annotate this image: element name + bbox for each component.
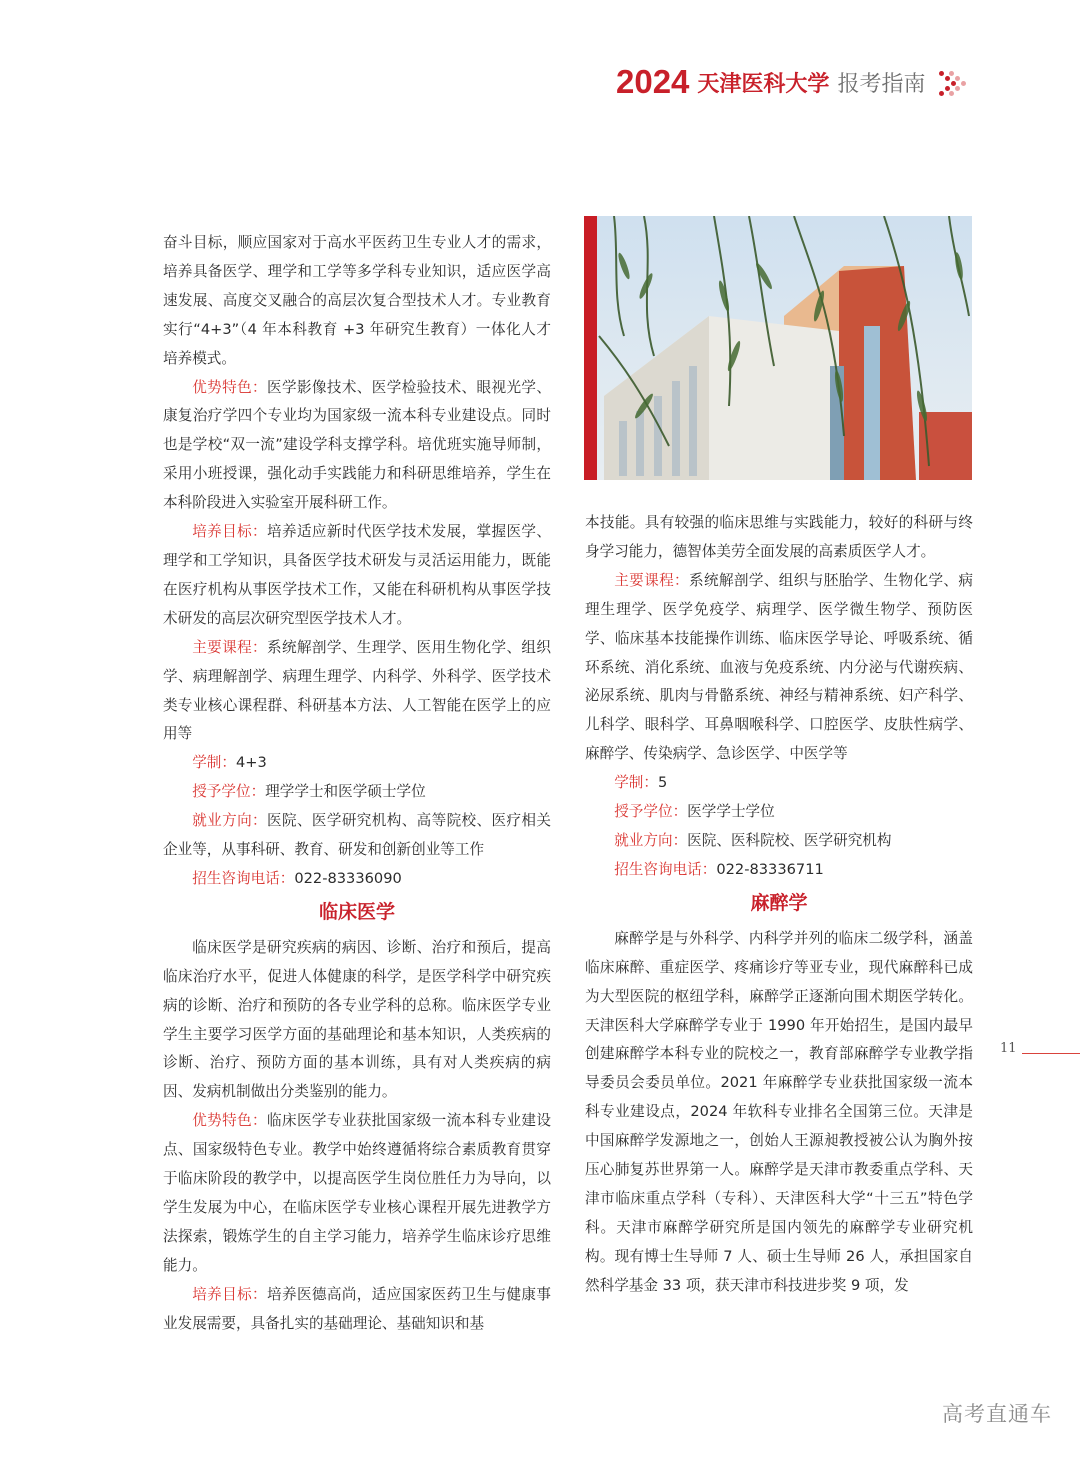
goals-label: 培养目标： [192,523,268,541]
goals-paragraph [163,518,551,634]
right-column [585,509,973,1301]
duration-text: 4+3 [235,754,267,772]
campus-photo [584,216,972,480]
footer-divider [1022,1053,1080,1054]
anesthesiology-intro: 麻醉学是与外科学、内科学并列的临床二级学科，涵盖临床麻醉、重症医学、疼痛诊疗等亚专业，现代麻醉科已成为大型医院的枢纽学科，麻醉学正逐渐向围术期医学转化。天津医科大学麻醉学专业于 1990 年开始招生，是国内最早创建麻醉学本科专业的院校之一，教育部麻醉学专业教学指导委员会委员单位。2021 年麻醉学专业获批国家级一流本科专业建设点，2024 年软科专业排名全国第三位。天津是中国麻醉学发源地之一，创始人王源昶教授被公认为胸外按压心肺复苏世界第一人。麻醉学是天津市教委重点学科、天津市临床重点学科（专科）、天津医科大学“十三五”特色学科。天津市麻醉学研究所是国内领先的麻醉学专业研究机构。现有博士生导师 7 人、硕士生导师 26 人，承担国家自然科学基金 33 项，获天津市科技进步奖 9 项，发 [585,929,973,1294]
duration-label: 学制： [192,754,236,772]
advantages-paragraph [163,374,551,519]
clinical-goals-continuation: 本技能。具有较强的临床思维与实践能力，较好的科研与终身学习能力，德智体美劳全面发展的高素质医学人才。 [585,514,973,560]
clinical-courses-paragraph [585,567,973,769]
clinical-degree-paragraph [585,798,973,827]
clinical-duration-paragraph [585,769,973,798]
clinical-advantages-paragraph [163,1107,551,1280]
courses-label: 主要课程： [192,638,268,656]
clinical-career-paragraph [585,827,973,856]
degree-paragraph [163,778,551,807]
watermark: 高考直通车 [942,1402,1052,1426]
clinical-advantages-text: 临床医学专业获批国家级一流本科专业建设点、国家级特色专业。教学中始终遵循将综合素质教育贯穿于临床阶段的教学中，以提高医学生岗位胜任力为导向，以学生发展为中心，在临床医学专业核心课程开展先进教学方法探索，锻炼学生的自主学习能力，培养学生临床诊疗思维能力。 [163,1112,551,1274]
phone-paragraph [163,865,551,894]
double-chevron-right-dots-icon [939,69,969,95]
page-number: 11 [1000,1041,1017,1056]
clinical-career-label: 就业方向： [614,831,688,849]
phone-number: 022-83336090 [294,869,402,887]
courses-text: 系统解剖学、生理学、医用生物化学、组织学、病理解剖学、病理生理学、内科学、外科学、医学技术类专业核心课程群、科研基本方法、人工智能在医学上的应用等 [163,638,551,743]
clinical-goals-text: 培养医德高尚，适应国家医药卫生与健康事业发展需要，具备扎实的基础理论、基础知识和基 [163,1285,551,1332]
clinical-phone-label: 招生咨询电话： [614,860,717,878]
section-title-anesthesiology: 麻醉学 [750,891,808,914]
clinical-courses-label: 主要课程： [614,571,690,589]
clinical-career-text: 医院、医科院校、医学研究机构 [687,831,892,849]
clinical-duration-text: 5 [657,774,668,792]
clinical-advantages-label: 优势特色： [192,1112,268,1130]
goals-text: 培养适应新时代医学技术发展，掌握医学、理学和工学知识，具备医学技术研发与灵活运用能力，既能在医疗机构从事医学技术工作，又能在科研机构从事医学技术研发的高层次研究型医学技术人才。 [163,523,551,627]
clinical-duration-label: 学制： [614,774,658,792]
clinical-intro: 临床医学是研究疾病的病因、诊断、治疗和预后，提高临床治疗水平，促进人体健康的科学，是医学科学中研究疾病的诊断、治疗和预防的各专业学科的总称。临床医学专业学生主要学习医学方面的基础理论和基本知识，人类疾病的诊断、治疗、预防方面的基本训练，具有对人类疾病的病因、发病机制做出分类鉴别的能力。 [163,938,551,1101]
header-year: 2024 [616,63,690,100]
page-header [616,62,969,102]
clinical-phone-paragraph [585,856,973,885]
clinical-degree-text: 医学学士学位 [687,803,775,821]
header-guide-label: 报考指南 [837,71,926,97]
section-title-clinical-medicine: 临床医学 [318,900,395,923]
courses-paragraph [163,634,551,750]
clinical-degree-label: 授予学位： [614,803,688,821]
campus-building-image [584,216,972,480]
career-text: 医院、医学研究机构、高等院校、医疗相关企业等，从事科研、教育、研发和创新创业等工作 [163,812,551,859]
phone-label: 招生咨询电话： [192,869,295,887]
clinical-courses-text: 系统解剖学、组织与胚胎学、生物化学、病理生理学、医学免疫学、病理学、医学微生物学、预防医学、临床基本技能操作训练、临床医学导论、呼吸系统、循环系统、消化系统、血液与免疫系统、内分泌与代谢疾病、泌尿系统、肌肉与骨骼系统、神经与精神系统、妇产科学、儿科学、眼科学、耳鼻咽喉科学、口腔医学、皮肤性病学、麻醉学、传染病学、急诊医学、中医学等 [585,571,973,763]
left-column [163,229,551,1339]
degree-label: 授予学位： [192,783,266,801]
duration-paragraph [163,749,551,778]
header-school-name: 天津医科大学 [697,71,830,97]
advantages-text: 医学影像技术、医学检验技术、眼视光学、康复治疗学四个专业均为国家级一流本科专业建设点。同时也是学校“双一流”建设学科支撑学科。培优班实施导师制，采用小班授课，强化动手实践能力和科研思维培养，学生在本科阶段进入实验室开展科研工作。 [163,378,551,512]
advantages-label: 优势特色： [192,378,268,396]
intro-continuation: 奋斗目标，顺应国家对于高水平医药卫生专业人才的需求，培养具备医学、理学和工学等多学科专业知识，适应医学高速发展、高度交叉融合的高层次复合型技术人才。专业教育实行“4+3”（4 年本科教育 +3 年研究生教育）一体化人才培养模式。 [163,234,551,367]
degree-text: 理学学士和医学硕士学位 [265,783,426,801]
clinical-phone-number: 022-83336711 [716,860,824,878]
clinical-goals-paragraph [163,1281,551,1339]
career-paragraph [163,807,551,865]
clinical-goals-label: 培养目标： [192,1285,268,1303]
career-label: 就业方向： [192,812,268,830]
